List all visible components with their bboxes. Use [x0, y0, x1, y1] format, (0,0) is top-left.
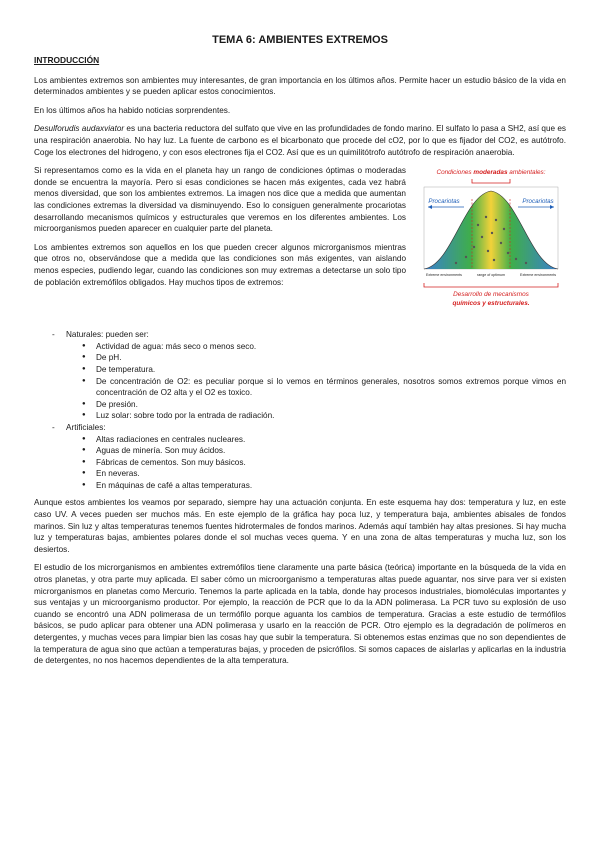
- diversity-curve-diagram: [416, 165, 566, 325]
- artificial-group: [52, 422, 566, 492]
- paragraph-desulforudis: [34, 123, 566, 158]
- paragraph-applications: El estudio de los microrganismos en ambientes extremófilos tiene claramente una parte básica (teórica) importante en la búsqueda de la vida en otros planetas, y otra parte muy aplicada. El saber cómo un microorganismo a temperaturas altas puede aguantar, nos sirve para ver si existen microrganismos en planetas como Mercurio. Tenemos la parte aplicada en la tabla, donde hay procesos industriales, biomoléculas importantes y sus ventajas y un microorganismo productor. Por ejemplo, la reacción de PCR que lo da la ADN polimerasa. La PCR tuvo su explosión de uso cuando se encontró una ADN polimerasa de un termófilo porque aguanta los cambios de temperatura. Gracias a este estudio de termófilos básicos, se pudo aplicar para obtener una ADN polimerasa y usarlo en la reacción de PCR. Otro ejemplo es la degradación de polímeros en detergentes, y muchas veces para limpiar bien las cosas hay que subir la temperatura. Si obtenemos estas enzimas que no son dependientes de la temperatura de agua sino que actúan a temperaturas bajas, y proceden de psicrófilos. Si somos capaces de aislarlas y aplicarlas en la industria de detergentes, no nos hacemos dependientes de la alta temperatura.: [34, 563, 566, 666]
- list-item: ● De temperatura.: [82, 364, 566, 376]
- list-item: ● Actividad de agua: más seco o menos seco.: [82, 341, 566, 353]
- paragraph-intro: Los ambientes extremos son ambientes muy interesantes, de gran importancia en los últimos años. Permite hacer un estudio básico de la vida en determinados ambientes y se pueden aplicar estos conocimientos.: [34, 75, 566, 97]
- artificial-items: [66, 434, 566, 492]
- list-item: ● Altas radiaciones en centrales nucleares.: [82, 434, 566, 446]
- list-item: ● De concentración de O2: es peculiar porque si lo vemos en términos generales, nosotros somos extremos porque vimos en concentración de O2 alta y el O2 es toxico.: [82, 376, 566, 399]
- extreme-left-label: Extreme environments: [426, 273, 462, 278]
- list-item: ● En máquinas de café a altas temperaturas.: [82, 480, 566, 492]
- list-item: ● Aguas de minería. Son muy ácidos.: [82, 445, 566, 457]
- caption-line-2: químicos y estructurales.: [452, 300, 530, 308]
- list-item: ● Fábricas de cementos. Son muy básicos.: [82, 457, 566, 469]
- list-item: ● De presión.: [82, 399, 566, 411]
- paragraph-combined-factors: Aunque estos ambientes los veamos por separado, siempre hay una actuación conjunta. En este esquema hay dos: temperatura y luz, en este caso UV. A veces pueden ser muchos más. En este ejemplo de la gráfica hay poca luz, y temperatura baja, ambientes abisales de fondos marinos. Sin luz y altas temperaturas tenemos fuentes hidrotermales de fondos marinos. Además aquí también hay altas presiones. Si hay mucha luz y temperaturas bajas, ambientes polares donde el sol muchas veces quema. Y en una zona de altas temperaturas y mucha luz, son los desiertos.: [34, 498, 566, 554]
- species-description: es una bacteria reductora del sulfato que vive en las profundidades de fondo marino. El sulfato lo pasa a SH2, así que es una respiración anaerobia. No hay luz. La fuente de carbono es el bicarbonato que procede del cO2, por lo que es fijador del CO2, es autótrofo. Coge los electrones del hidrogeno, y con esos electrones fija el CO2. Así que es un quimilitótrofo autótrofo de respiración anaerobia.: [34, 124, 566, 157]
- natural-group: [52, 329, 566, 422]
- section-heading: INTRODUCCIÓN: [34, 55, 100, 65]
- right-prokaryotes-label: Procariotas: [522, 198, 554, 206]
- list-item: ● De pH.: [82, 352, 566, 364]
- figure-top-label: Condiciones moderadas ambientales:: [436, 169, 546, 177]
- page-title: TEMA 6: AMBIENTES EXTREMOS: [212, 34, 388, 46]
- natural-items: [66, 341, 566, 422]
- figure-text-block: [34, 165, 566, 329]
- natural-label: Naturales: pueden ser:: [66, 330, 149, 340]
- species-name: Desulforudis audaxviator: [34, 124, 125, 134]
- top-bracket: [472, 179, 510, 183]
- paragraph-news: En los últimos años ha habido noticias sorprendentes.: [34, 105, 231, 115]
- list-item: ● En neveras.: [82, 468, 566, 480]
- paragraph-diversity: Si representamos como es la vida en el planeta hay un rango de condiciones óptimas o moderadas donde se encuentra la mayoría. Pero si esas condiciones se hacen más exigentes, cada vez habrá menos diversidad, que son los ambientes extremos. La imagen nos dice que a medida que aumentan las condiciones extremas la diversidad va disminuyendo. Eso lo consiguen generalmente procariotas desarrollando mecanismos químicos y estructurales que veremos en los diferentes ambientes. Los microorganismos pueden aparecer en cualquier parte del planeta.: [34, 166, 406, 234]
- bottom-bracket: [424, 283, 558, 287]
- paragraph-extremes: Los ambientes extremos son aquellos en los que pueden crecer algunos microrganismos mientras que otros no, observándose que a medida que las condiciones son más exigentes, van aislando menos especies, pudiendo legar, cuando las condiciones son muy extremas a detectarse un solo tipo de población extremófilos obligados. Hay muchos tipos de extremos:: [34, 242, 406, 287]
- artificial-label: Artificiales:: [66, 422, 106, 432]
- range-optimum-label: range of optimum: [477, 273, 505, 278]
- list-item: ● Luz solar: sobre todo por la entrada de radiación.: [82, 410, 566, 422]
- caption-line-1: Desarrollo de mecanismos: [453, 291, 529, 299]
- left-prokaryotes-label: Procariotas: [428, 198, 460, 206]
- diversity-figure: [416, 165, 566, 325]
- document-page: [34, 34, 566, 674]
- extreme-right-label: Extreme environments: [520, 273, 556, 278]
- extremes-list: [34, 329, 566, 491]
